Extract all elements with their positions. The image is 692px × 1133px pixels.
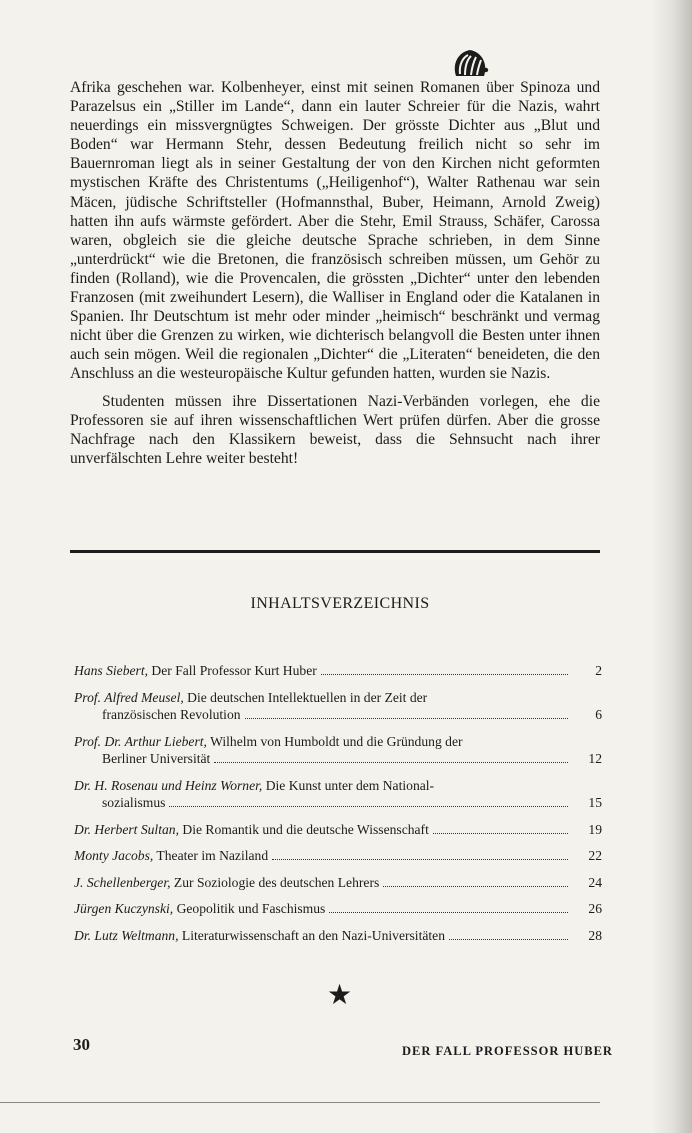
toc-entry-line (74, 821, 570, 839)
toc-leader-dots (245, 718, 568, 719)
toc-entry (74, 900, 606, 918)
toc-author: Jürgen Kuczynski, (74, 901, 174, 916)
toc-heading: INHALTSVERZEICHNIS (250, 595, 430, 612)
toc-page-number: 6 (595, 707, 602, 722)
toc-page-number: 24 (588, 874, 602, 890)
toc-entry-line (74, 777, 570, 795)
table-of-contents (74, 662, 606, 953)
shell-logo-icon (450, 46, 490, 80)
toc-page-number: 28 (588, 927, 602, 943)
toc-page-number: 22 (588, 848, 602, 863)
running-title: DER FALL PROFESSOR HUBER (402, 1044, 613, 1058)
toc-entry-line (74, 847, 570, 865)
toc-entry (74, 874, 606, 892)
toc-title: Wilhelm von Humboldt und die Gründung der (206, 733, 463, 749)
toc-author: Dr. Lutz Weltmann, (74, 927, 179, 943)
section-divider (70, 550, 600, 553)
body-paragraph-2: Studenten müssen ihre Dissertationen Nazi-Verbänden vorlegen, ehe die Professoren sie auf ihren wissenschaftlichen Wert prüfen dürfen. Aber die grosse Nachfrage nach den Klassikern beweist, dass die Sehnsucht nach ihrer unverfälschten Lehre weiter besteht! (70, 392, 600, 467)
toc-entry-line (74, 927, 570, 945)
toc-author: Prof. Alfred Meusel, (74, 689, 184, 705)
toc-entry (74, 821, 606, 839)
toc-leader-dots (383, 886, 568, 887)
toc-entry (74, 662, 606, 680)
toc-entry-line (74, 733, 570, 751)
toc-author: Dr. Herbert Sultan, (74, 821, 179, 837)
article-body (70, 78, 600, 468)
toc-title: Geopolitik und Faschismus (173, 901, 326, 916)
toc-title: Der Fall Professor Kurt Huber (148, 663, 317, 678)
toc-title: Literaturwissenschaft an den Nazi-Universitäten (178, 927, 445, 943)
toc-leader-dots (214, 762, 568, 763)
toc-leader-dots (329, 912, 568, 913)
toc-entry-line (74, 689, 570, 707)
toc-entry (74, 777, 606, 812)
toc-title: Die Romantik und die deutsche Wissenschaft (178, 821, 429, 837)
toc-leader-dots (272, 859, 568, 860)
toc-page-number: 2 (595, 663, 602, 678)
toc-title: Die deutschen Intellektuellen in der Zeit der (183, 689, 428, 705)
toc-page-number: 12 (588, 751, 602, 766)
toc-entry (74, 733, 606, 768)
toc-leader-dots (433, 833, 568, 834)
toc-title: Die Kunst unter dem National- (262, 777, 435, 793)
toc-title-continuation: französischen Revolution (102, 707, 241, 722)
toc-entry (74, 847, 606, 865)
toc-entry (74, 689, 606, 724)
body-paragraph-1: Afrika geschehen war. Kolbenheyer, einst mit seinen Romanen über Spinoza und Parazelsus ein „Stiller im Lande“, dann ein lauter Schreier für die Nazis, wahrt neuerdings ein missvergnügtes Schweigen. Der grösste Dichter aus „Blut und Boden“ war Hermann Stehr, dessen Bedeutung freilich nicht so sehr im Bauernroman liegt als in seiner Gestaltung der von den Kirchen nicht geformten mystischen Kräfte des Christentums („Heiligenhof“), Walter Rathenau war sein Mäcen, jüdische Schriftsteller (Hofmannsthal, Buber, Heimann, Arnold Zweig) hatten ihn aufs wärmste gefördert. Aber die Stehr, Emil Strauss, Schäfer, Carossa waren, obgleich sie die gleiche deutsche Sprache schrieben, in dem Sinne „unterdrückt“ wie die Bretonen, die französisch schreiben müssen, um Gehör zu finden (Rolland), wie die Provencalen, die grössten „Dichter“ unter den lebenden Franzosen (mit zweihundert Lesern), die Walliser in England oder die Katalanen in Spanien. Ihr Deutschtum ist mehr oder minder „heimisch“ beschränkt und vermag nicht über die Grenzen zu wirken, wie dichterisch belangvoll die Besten unter ihnen auch sein mögen. Weil die regionalen „Dichter“ die „Literaten“ beneideten, die den Anschluss an die westeuropäische Kultur gefunden hatten, wurden sie Nazis. (70, 79, 600, 383)
bottom-rule (0, 1102, 600, 1103)
toc-leader-dots (321, 674, 568, 675)
toc-author: Dr. H. Rosenau und Heinz Worner, (74, 777, 263, 793)
toc-leader-dots (449, 939, 568, 940)
toc-entry-continuation (74, 794, 570, 812)
page-number: 30 (73, 1035, 90, 1054)
star-icon: ★ (327, 980, 353, 1011)
toc-page-number: 15 (588, 795, 602, 810)
toc-entry-line (74, 874, 570, 892)
toc-entry-line (74, 662, 570, 680)
toc-page-number: 26 (588, 901, 602, 916)
toc-author: Prof. Dr. Arthur Liebert, (74, 733, 207, 749)
toc-page-number: 19 (588, 821, 602, 837)
toc-author: J. Schellenberger, (74, 874, 171, 890)
toc-leader-dots (169, 806, 568, 807)
toc-author: Hans Siebert, (74, 663, 149, 678)
toc-title: Theater im Naziland (153, 848, 269, 863)
toc-entry-continuation (74, 750, 570, 768)
toc-title-continuation: sozialismus (102, 795, 166, 810)
toc-entry-continuation (74, 706, 570, 724)
page-edge-shadow (652, 0, 692, 1133)
toc-entry-line (74, 900, 570, 918)
toc-title: Zur Soziologie des deutschen Lehrers (170, 874, 380, 890)
toc-author: Monty Jacobs, (74, 848, 154, 863)
toc-entry (74, 927, 606, 945)
toc-title-continuation: Berliner Universität (102, 751, 211, 766)
